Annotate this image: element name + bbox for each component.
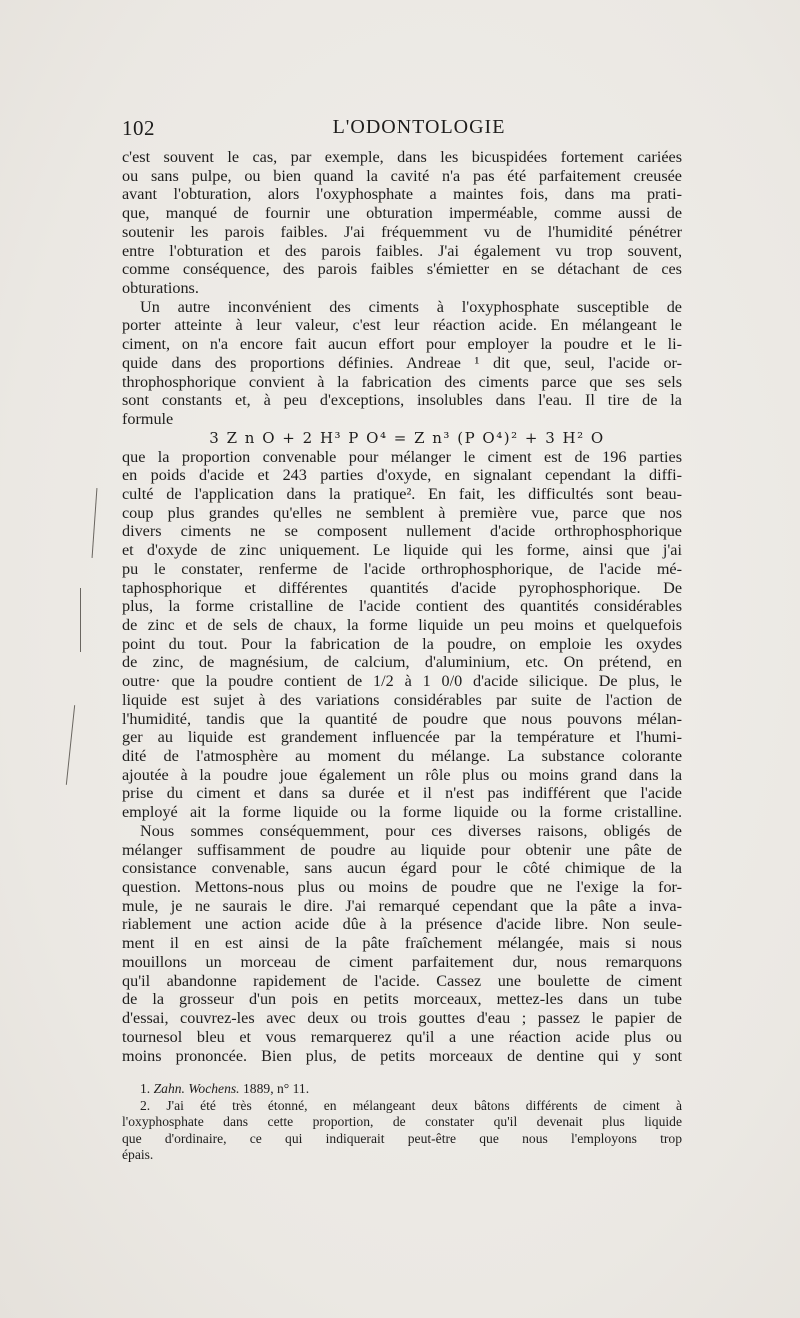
text-line: ger au liquide est grandement influencée par la température et l'humi- <box>122 728 682 747</box>
chemical-formula: 3 Z n O + 2 H³ P O⁴ = Z n³ (P O⁴)² + 3 H² O <box>209 428 605 447</box>
body-text <box>122 148 682 1065</box>
text-line: en poids d'acide et 243 parties d'oxyde, en signalant cependant la diffi- <box>122 466 682 485</box>
page-header <box>122 116 682 140</box>
text-line: porter atteinte à leur valeur, c'est leur réaction acide. En mélangeant le <box>122 316 682 335</box>
footnote-2-line: l'oxyphosphate dans cette proportion, de constater qu'il devenait plus liquide <box>122 1114 682 1129</box>
text-line: soutenir les parois faibles. J'ai fréquemment vu de l'humidité pénétrer <box>122 222 682 241</box>
footnote-2-line: épais. <box>122 1147 154 1162</box>
text-line: tournesol bleu et vous remarquerez qu'il a une réaction acide plus ou <box>122 1027 682 1046</box>
text-line: Nous sommes conséquemment, pour ces diverses raisons, obligés de <box>140 821 682 840</box>
text-line: mouillons un morceau de ciment parfaitement dur, nous remarquons <box>122 952 682 971</box>
text-line: comme conséquence, des parois faibles s'émietter en se détachant de ces <box>122 260 682 279</box>
text-line: ou sans pulpe, ou bien quand la cavité n'a pas été parfaitement creusée <box>122 166 682 185</box>
text-line: prise du ciment et dans sa durée et il n'est pas indifférent que l'acide <box>122 784 682 803</box>
text-line: mule, je ne saurais le dire. J'ai remarqué cependant que la pâte a inva- <box>122 896 682 915</box>
text-line: liquide est sujet à des variations considérables par suite de l'action de <box>122 690 682 709</box>
margin-pencil-mark <box>92 488 98 558</box>
text-line: formule <box>122 410 174 429</box>
margin-pencil-mark <box>80 588 81 652</box>
footnote-2-line: que d'ordinaire, ce qui indiquerait peut-être que nous l'employons trop <box>122 1130 682 1146</box>
text-line: pu le constater, renferme de l'acide orthrophosphorique, de l'acide mé- <box>122 559 682 578</box>
text-line: avant l'obturation, alors l'oxyphosphate a maintes fois, dans ma prati- <box>122 185 682 204</box>
text-line: Un autre inconvénient des ciments à l'oxyphosphate susceptible de <box>140 297 682 316</box>
text-line: taphosphorique et différentes quantités d'acide pyrophosphorique. De <box>122 578 682 597</box>
footnote-1 <box>122 1081 682 1098</box>
text-line: outre· que la poudre contient de 1/2 à 1 0/0 d'acide silicique. De plus, le <box>122 672 682 691</box>
footnotes <box>122 1081 682 1164</box>
text-line: plus, la forme cristalline de l'acide contient des quantités considérables <box>122 597 682 616</box>
text-line: sont constants et, à peu d'exceptions, insolubles dans l'eau. Il tire de la <box>122 391 682 410</box>
text-line: l'humidité, tandis que la quantité de poudre que nous pouvons mélan- <box>122 709 682 728</box>
text-line: quide dans des proportions définies. Andreae ¹ dit que, seul, l'acide or- <box>122 353 682 372</box>
page-number: 102 <box>122 116 155 140</box>
footnote-detail: 1889, n° 11. <box>243 1081 310 1096</box>
text-line: qu'il abandonne rapidement de l'acide. Cassez une boulette de ciment <box>122 971 682 990</box>
footnote-2-line: 2. J'ai été très étonné, en mélangeant deux bâtons différents de ciment à <box>140 1097 682 1113</box>
margin-pencil-mark <box>66 705 75 785</box>
text-line: et d'oxyde de zinc uniquement. Le liquide qui les forme, ainsi que j'ai <box>122 541 682 560</box>
text-line: throphosphorique convient à la fabrication des ciments parce que ses sels <box>122 372 682 391</box>
text-line: obturations. <box>122 279 199 298</box>
text-line: employé ait la forme liquide ou la forme liquide ou la forme cristalline. <box>122 803 682 822</box>
text-line: ajoutée à la poudre joue également un rôle plus ou moins grand dans la <box>122 765 682 784</box>
text-line: mélanger suffisamment de poudre au liquide pour obtenir une pâte de <box>122 840 682 859</box>
text-line: entre l'obturation et des parois faibles. J'ai également vu trop souvent, <box>122 241 682 260</box>
text-line: coup plus grandes qu'elles ne semblent à première vue, parce que nos <box>122 503 682 522</box>
text-line: consistance convenable, sans aucun égard pour le côté chimique de la <box>122 859 682 878</box>
text-line: dité de l'atmosphère au moment du mélange. La substance colorante <box>122 747 682 765</box>
text-line: culté de l'application dans la pratique². En fait, les difficultés sont beau- <box>122 484 682 503</box>
text-line: que, manqué de fournir une obturation imperméable, comme aussi de <box>122 204 682 223</box>
text-line: que la proportion convenable pour mélanger le ciment est de 196 parties <box>122 447 682 466</box>
text-line: c'est souvent le cas, par exemple, dans les bicuspidées fortement cariées <box>122 148 682 166</box>
text-line: riablement une action acide dûe à la présence d'acide libre. Non seule- <box>122 915 682 934</box>
text-line: point du tout. Pour la fabrication de la poudre, on emploie les oxydes <box>122 634 682 653</box>
running-title: L'ODONTOLOGIE <box>332 116 506 138</box>
text-line: de la grosseur d'un pois en petits morceaux, mettez-les dans un tube <box>122 990 682 1009</box>
text-line: divers ciments ne se composent nullement d'acide orthrophosphorique <box>122 522 682 541</box>
text-line: d'essai, couvrez-les avec deux ou trois gouttes d'eau ; passez le papier de <box>122 1009 682 1028</box>
text-line: de zinc et de sels de chaux, la forme liquide un peu moins et quelquefois <box>122 615 682 634</box>
footnote-source: Zahn. Wochens. <box>153 1081 240 1096</box>
footnote-number: 1. <box>140 1081 151 1096</box>
text-line: ciment, on n'a encore fait aucun effort pour employer la poudre et le li- <box>122 335 682 354</box>
text-line: de zinc, de magnésium, de calcium, d'aluminium, etc. On prétend, en <box>122 653 682 672</box>
text-line: question. Mettons-nous plus ou moins de poudre que ne l'exige la for- <box>122 878 682 897</box>
text-line: moins prononcée. Bien plus, de petits morceaux de dentine qui y sont <box>122 1046 682 1065</box>
text-line: ment il en est ainsi de la pâte fraîchement mélangée, mais si nous <box>122 934 682 953</box>
